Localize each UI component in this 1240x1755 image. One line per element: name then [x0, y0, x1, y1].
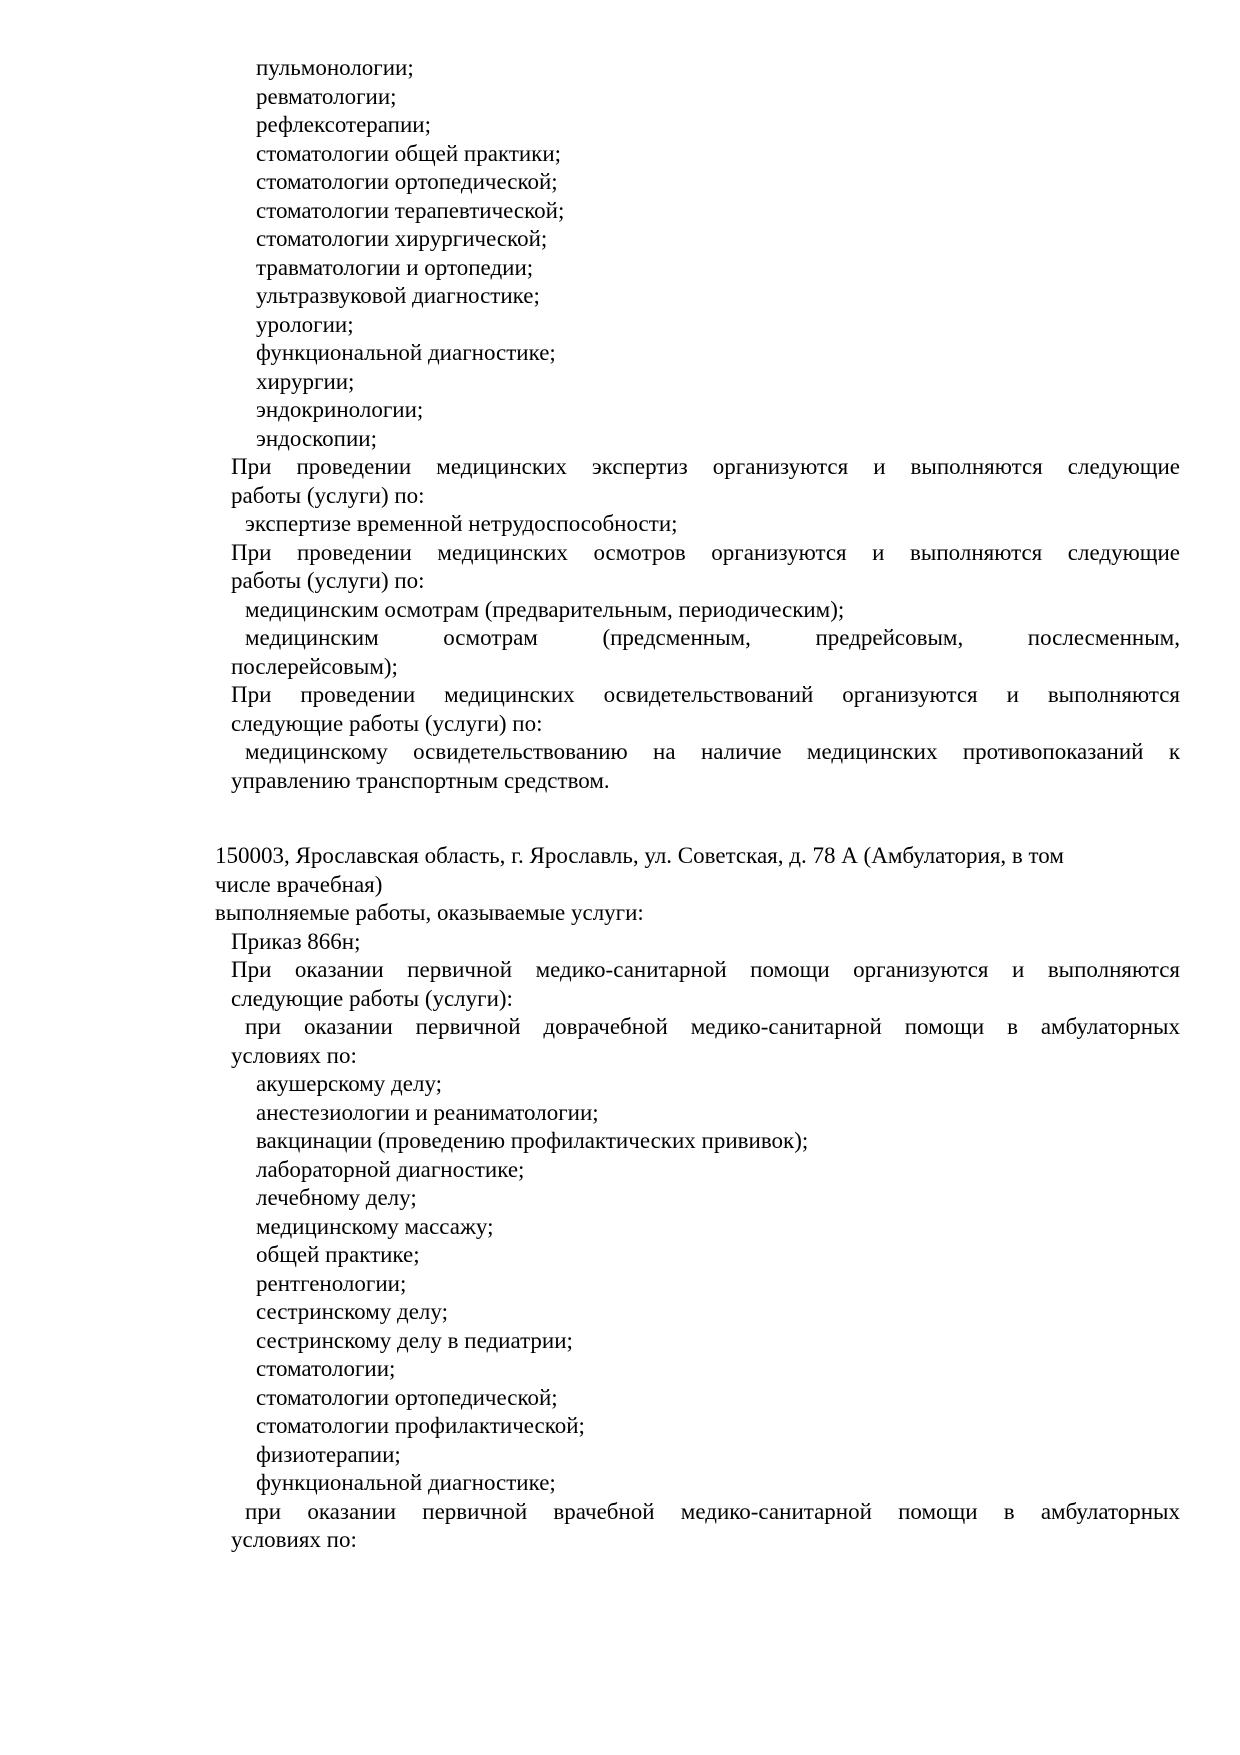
text-line: стоматологии хирургической;: [256, 226, 548, 251]
text-line: общей практике;: [256, 1242, 420, 1267]
text-line: стоматологии терапевтической;: [256, 197, 565, 223]
text-line: ревматологии;: [256, 83, 397, 109]
text-line: При оказании первичной медико-санитарной помощи организуются и выполняются: [231, 957, 1180, 982]
text-line: экспертизе временной нетрудоспособности;: [245, 511, 678, 536]
document-section: [215, 54, 1180, 795]
text-line: стоматологии профилактической;: [256, 1413, 585, 1438]
text-line: работы (услуги) по:: [231, 568, 425, 593]
text-line: медицинским осмотрам (предсменным, предрейсовым, послесменным,: [245, 625, 1180, 650]
text-line: работы (услуги) по:: [231, 482, 425, 508]
text-line: лечебному делу;: [256, 1185, 417, 1210]
text-line: анестезиологии и реаниматологии;: [256, 1099, 599, 1125]
text-line: ультразвуковой диагностике;: [256, 283, 540, 308]
text-line: послерейсовым);: [231, 653, 398, 679]
text-line: сестринскому делу;: [256, 1299, 448, 1324]
text-line: условиях по:: [231, 1527, 357, 1552]
text-line: числе врачебная): [215, 871, 383, 897]
document-section: [215, 842, 1180, 1555]
text-line: медицинским осмотрам (предварительным, периодическим);: [245, 596, 845, 622]
text-line: стоматологии общей практики;: [256, 140, 562, 166]
text-line: следующие работы (услуги):: [231, 985, 513, 1011]
text-line: управлению транспортным средством.: [231, 767, 610, 793]
text-line: сестринскому делу в педиатрии;: [256, 1327, 573, 1353]
text-line: травматологии и ортопедии;: [256, 254, 534, 280]
text-line: выполняемые работы, оказываемые услуги:: [215, 900, 644, 925]
text-line: функциональной диагностике;: [256, 1470, 556, 1495]
text-line: условиях по:: [231, 1042, 357, 1068]
text-line: стоматологии ортопедической;: [256, 1384, 558, 1410]
text-line: стоматологии ортопедической;: [256, 169, 558, 194]
text-line: стоматологии;: [256, 1356, 396, 1381]
text-line: при оказании первичной врачебной медико-санитарной помощи в амбулаторных: [245, 1498, 1180, 1524]
text-line: лабораторной диагностике;: [256, 1156, 525, 1182]
text-line: медицинскому массажу;: [256, 1213, 494, 1239]
text-line: медицинскому освидетельствованию на наличие медицинских противопоказаний к: [245, 739, 1180, 764]
text-line: следующие работы (услуги) по:: [231, 710, 543, 736]
text-line: пульмонологии;: [256, 55, 414, 80]
text-line: эндоскопии;: [256, 425, 377, 451]
text-line: акушерскому делу;: [256, 1071, 443, 1096]
text-line: Приказ 866н;: [231, 928, 361, 954]
text-line: урологии;: [256, 311, 354, 337]
text-line: При проведении медицинских экспертиз организуются и выполняются следующие: [231, 454, 1180, 479]
text-line: 150003, Ярославская область, г. Ярославль, ул. Советская, д. 78 А (Амбулатория, в том: [215, 843, 1064, 868]
text-line: При проведении медицинских освидетельствований организуются и выполняются: [231, 682, 1180, 707]
text-line: при оказании первичной доврачебной медико-санитарной помощи в амбулаторных: [245, 1014, 1180, 1039]
text-line: рентгенологии;: [256, 1270, 407, 1296]
text-line: эндокринологии;: [256, 397, 424, 422]
text-line: функциональной диагностике;: [256, 340, 556, 365]
text-line: физиотерапии;: [256, 1441, 401, 1467]
text-line: рефлексотерапии;: [256, 112, 431, 137]
text-line: хирургии;: [256, 368, 355, 394]
text-line: При проведении медицинских осмотров организуются и выполняются следующие: [231, 539, 1180, 565]
text-line: вакцинации (проведению профилактических прививок);: [256, 1128, 809, 1153]
